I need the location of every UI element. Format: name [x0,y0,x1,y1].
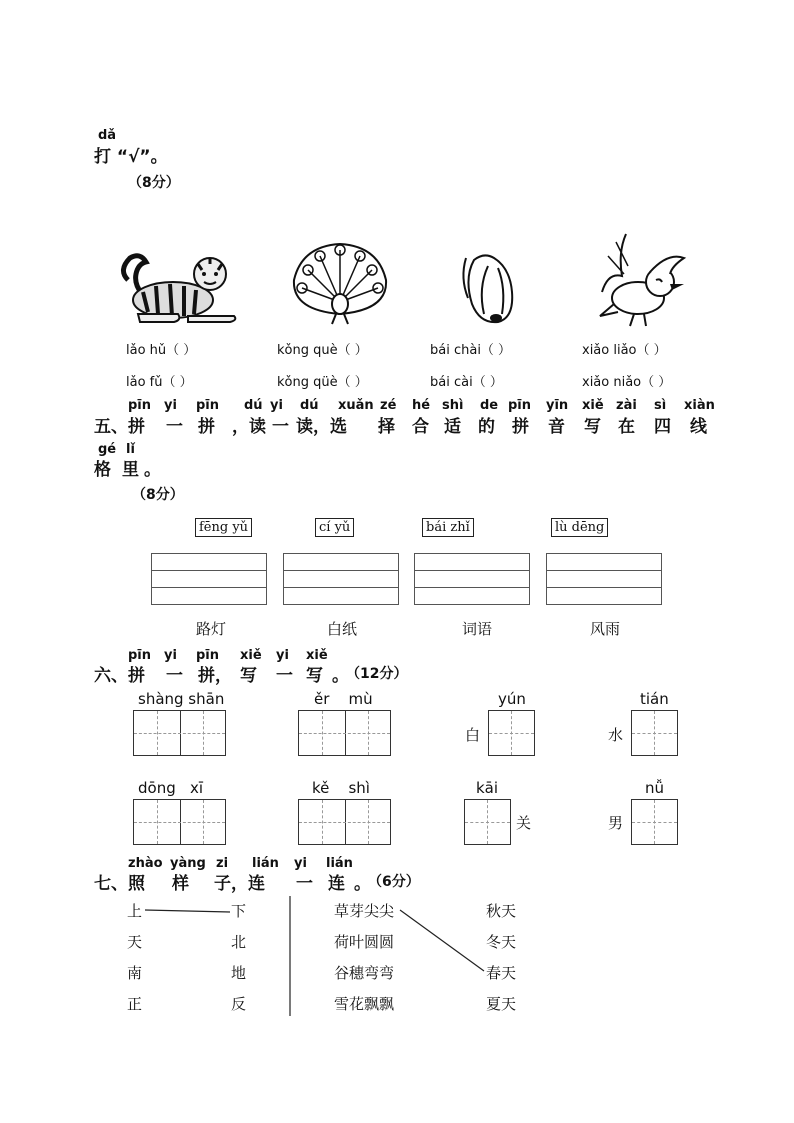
pinyin: pīn [128,648,152,663]
word-label: 风雨 [590,620,621,638]
pinyin: yi [164,398,177,413]
title-char: 连 [328,874,345,894]
pinyin-option-box: cí yǔ [315,518,354,537]
match-item[interactable]: 草芽尖尖 [334,902,395,920]
pinyin: lǐ [126,442,135,457]
pinyin: de [480,398,499,413]
title-char: 样 [172,874,189,894]
title-char: 拼， [198,666,232,686]
title-char: 写 [240,666,257,686]
title-char: 。 [332,666,349,686]
title-char: 拼 [198,417,215,437]
title-char: 写 [306,666,323,686]
pinyin: yīn [546,398,569,413]
match-item[interactable]: 冬天 [486,933,517,951]
pinyin: dú [244,398,263,413]
pinyin: sì [654,398,667,413]
title-char: 拼 [512,417,529,437]
section-number: 六、 [94,666,128,686]
q4-option: bái chài（ ） [430,343,512,358]
given-char: 白 [465,726,481,744]
pinyin-option-box: fēng yǔ [195,518,252,537]
pinyin: yi [276,648,289,663]
da-pinyin: dǎ [98,128,117,143]
word-label: 词语 [462,620,493,638]
title-char: 拼 [128,666,145,686]
word-label: 白纸 [327,620,358,638]
q4-option: xiǎo niǎo（ ） [582,375,672,390]
pinyin: xiě [240,648,262,663]
pinyin: pīn [508,398,532,413]
pinyin: xiě [582,398,604,413]
pinyin: zhào [128,856,163,871]
pinyin-label: dōng xī [138,779,204,797]
title-char: 子，连 [214,874,265,894]
title-char: 线 [690,417,707,437]
pinyin-label: yún [498,690,526,708]
title-char: ，读 [232,417,266,437]
pinyin-label: tián [640,690,669,708]
pinyin: shì [442,398,464,413]
pinyin: lián [252,856,279,871]
title-char: 一 [296,874,313,894]
pinyin: pīn [128,398,152,413]
match-item[interactable]: 雪花飘飘 [334,995,395,1013]
title-char: 一 [166,417,183,437]
match-item[interactable]: 南 [127,964,143,982]
match-item[interactable]: 荷叶圆圆 [334,933,395,951]
q4-option: lǎo fǔ（ ） [126,375,193,390]
pinyin-label: nǚ [645,779,665,797]
section-number: 七、 [94,874,128,894]
given-char: 水 [608,726,624,744]
title-char: 择 [378,417,395,437]
title-char: 的 [478,417,495,437]
title-char: 写 [584,417,601,437]
title-char: 一 [272,417,289,437]
q4-score: （8分） [128,175,180,191]
title-char: 一 [276,666,293,686]
section-number: 五、 [94,417,128,437]
q4-option: kǒng qüè（ ） [277,375,368,390]
match-item[interactable]: 春天 [486,964,517,982]
title-char: 格 [94,460,111,480]
example-line [400,910,484,971]
match-item[interactable]: 夏天 [486,995,517,1013]
pinyin: zi [216,856,229,871]
match-item[interactable]: 谷穗弯弯 [334,964,395,982]
title-char: 适 [444,417,461,437]
title-char: 一 [166,666,183,686]
pinyin: hé [412,398,431,413]
pinyin-label: ěr mù [314,690,373,708]
q5-score: （8分） [132,487,184,503]
match-item[interactable]: 秋天 [486,902,517,920]
word-label: 路灯 [196,620,227,638]
title-char: 照 [128,874,145,894]
title-char: 。 [354,874,371,894]
q4-instruction: 打 “√”。 [94,147,168,167]
title-char: 拼 [128,417,145,437]
pinyin: pīn [196,648,220,663]
pinyin-label: kāi [476,779,499,797]
match-item[interactable]: 正 [127,995,143,1013]
match-item[interactable]: 天 [127,933,143,951]
title-char: 合 [412,417,429,437]
q4-option: bái cài（ ） [430,375,503,390]
pinyin: lián [326,856,353,871]
q4-option: xiǎo liǎo（ ） [582,343,667,358]
match-item[interactable]: 北 [231,933,247,951]
pinyin: xiàn [684,398,715,413]
title-char: 在 [618,417,635,437]
pinyin: zài [616,398,637,413]
q4-option: kǒng què（ ） [277,343,368,358]
pinyin: yi [294,856,307,871]
pinyin: xuǎn [338,398,374,413]
title-char: 读，选 [296,417,347,437]
q6-score: （12分） [346,666,408,682]
title-char: 里 [122,460,139,480]
pinyin: pīn [196,398,220,413]
pinyin: yi [164,648,177,663]
title-char: 音 [548,417,565,437]
given-char: 关 [516,814,532,832]
pinyin: yi [270,398,283,413]
pinyin: dú [300,398,319,413]
match-item[interactable]: 下 [231,902,247,920]
match-item[interactable]: 反 [231,995,247,1013]
match-item[interactable]: 地 [231,964,247,982]
q4-option: lǎo hǔ（ ） [126,343,197,358]
match-item[interactable]: 上 [127,902,143,920]
pinyin: xiě [306,648,328,663]
given-char: 男 [608,814,624,832]
pinyin: gé [98,442,117,457]
q7-score: （6分） [368,874,420,890]
pinyin-label: shàng shān [138,690,225,708]
title-char: 。 [144,460,161,480]
pinyin-option-box: lù dēng [551,518,608,537]
pinyin-option-box: bái zhǐ [422,518,474,537]
pinyin-label: kě shì [312,779,370,797]
title-char: 四 [654,417,671,437]
pinyin: zé [380,398,397,413]
pinyin: yàng [170,856,206,871]
example-line [145,910,230,912]
